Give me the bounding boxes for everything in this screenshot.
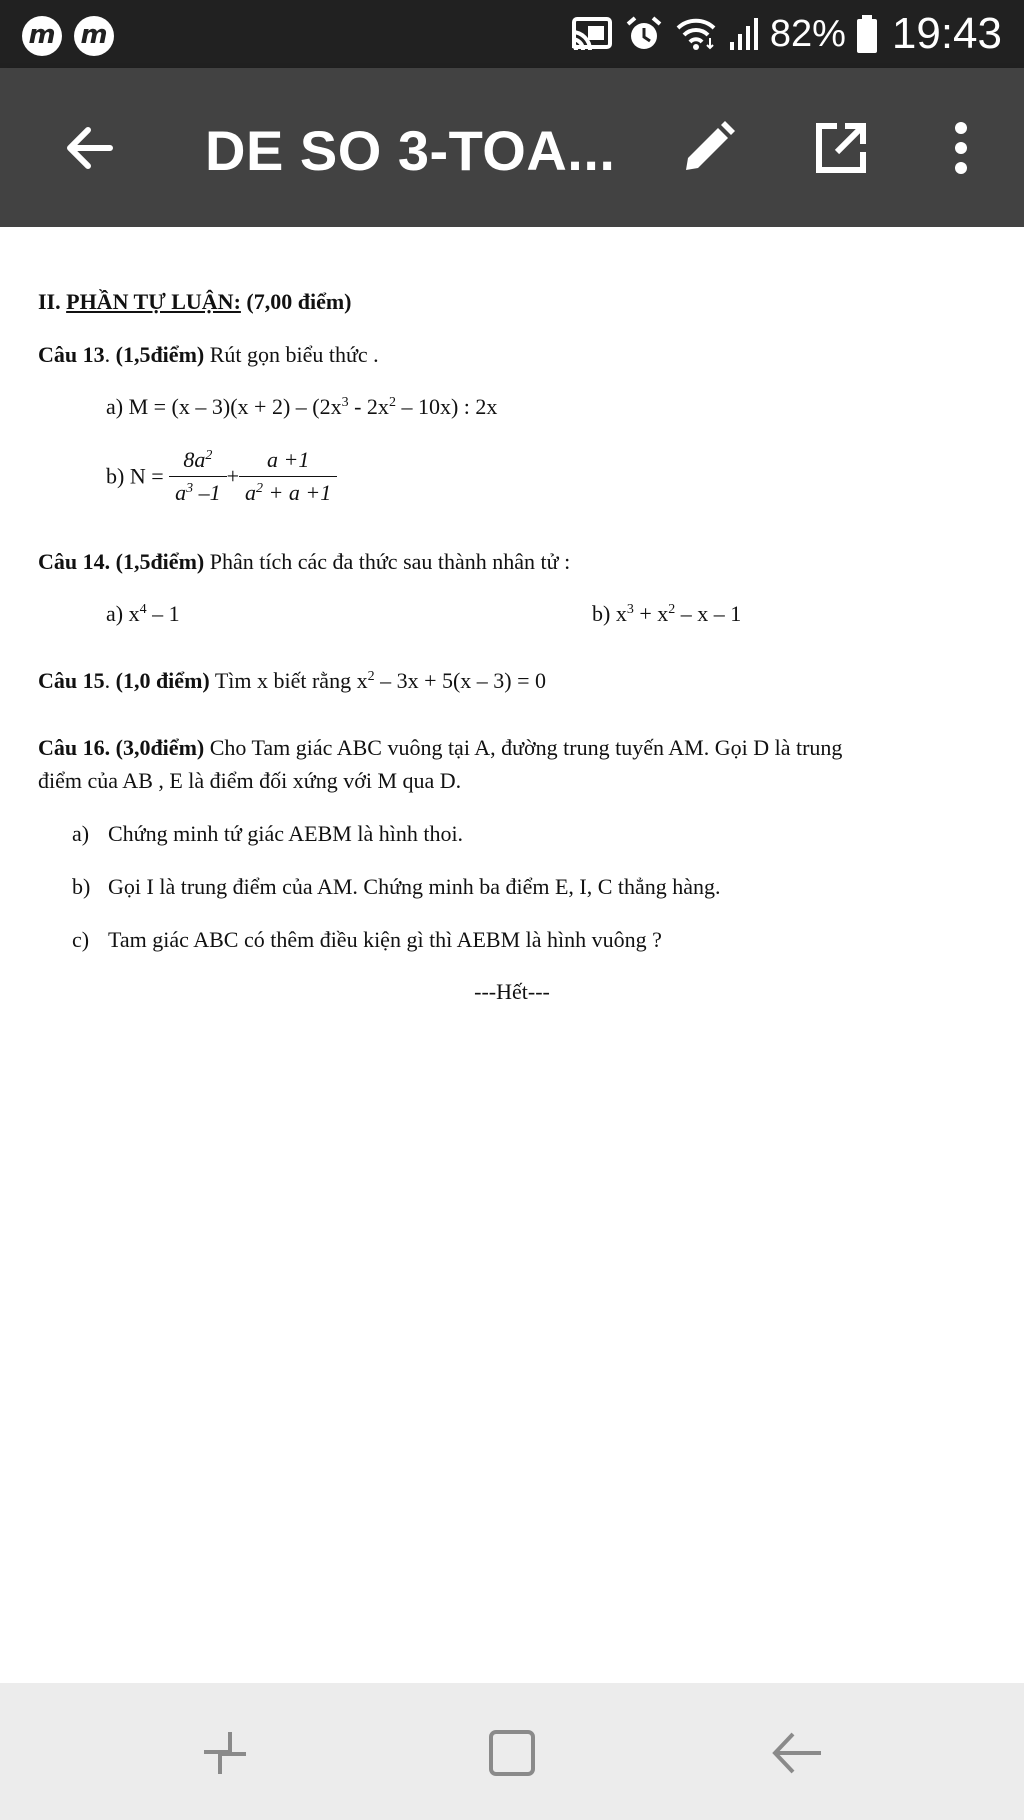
question-14a (106, 601, 180, 627)
clock: 19:43 (891, 9, 1002, 58)
status-bar (0, 0, 1024, 68)
q16b-text: Gọi I là trung điểm của AM. Chứng minh ba điểm E, I, C thẳng hàng. (108, 874, 721, 899)
q13a-part3: – 10x) : 2x (395, 394, 498, 419)
q16a-marker: a) (72, 821, 90, 846)
question-15-text: Tìm x biết rằng x (214, 668, 368, 693)
question-14-points: (1,5điểm) (115, 549, 205, 574)
messenger-notification-icon: m (22, 16, 62, 56)
question-15 (38, 668, 546, 694)
question-14-text: Phân tích các đa thức sau thành nhân tử : (209, 549, 571, 574)
status-indicators (570, 0, 1002, 68)
fraction-2-den-tail: + a +1 (263, 480, 332, 505)
alarm-icon (624, 14, 664, 54)
end-mark: ---Hết--- (474, 979, 550, 1004)
question-15-tail: – 3x + 5(x – 3) = 0 (374, 668, 547, 693)
question-15-label: Câu 15 (38, 668, 105, 693)
more-options-button[interactable] (940, 110, 982, 186)
fraction-1-denominator: a (175, 480, 187, 505)
fraction-1-numerator: 8a (183, 447, 206, 472)
section-heading (38, 289, 352, 315)
battery-percentage: 82% (769, 12, 846, 55)
section-title: PHẦN TỰ LUẬN: (66, 289, 241, 314)
q14a-part2: – 1 (146, 601, 180, 626)
recent-apps-button[interactable] (185, 1713, 265, 1793)
recent-apps-icon (200, 1728, 250, 1778)
question-15-sup: 2 (367, 669, 375, 684)
q13b-prefix: b) N = (106, 463, 164, 489)
q14b-part1: b) x (592, 601, 627, 626)
fraction-2-den-sup: 2 (256, 481, 264, 496)
home-square-icon (487, 1728, 537, 1778)
question-16-line1: Cho Tam giác ABC vuông tại A, đường trung tuyến AM. Gọi D là trung (209, 735, 843, 760)
app-bar (0, 68, 1024, 227)
question-16b (72, 874, 721, 900)
fraction-2-denominator: a (245, 480, 257, 505)
question-13 (38, 342, 379, 368)
question-15-dot: . (104, 668, 111, 693)
fraction-1 (169, 447, 227, 506)
question-13-text: Rút gọn biểu thức . (209, 342, 379, 367)
open-in-new-icon (813, 120, 869, 176)
document-page (0, 227, 1024, 1683)
q16c-marker: c) (72, 927, 90, 952)
open-external-button[interactable] (803, 110, 879, 186)
question-13-label: Câu 13 (38, 342, 105, 367)
question-13b (106, 447, 337, 506)
section-prefix: II. (38, 289, 61, 314)
question-15-points: (1,0 điểm) (115, 668, 210, 693)
q16a-text: Chứng minh tứ giác AEBM là hình thoi. (108, 821, 464, 846)
question-13-dot: . (104, 342, 111, 367)
question-16a (72, 821, 463, 847)
q14a-sup: 4 (139, 602, 147, 617)
q14b-sup1: 3 (626, 602, 634, 617)
question-16-points: (3,0điểm) (115, 735, 205, 760)
q16b-marker: b) (72, 874, 91, 899)
question-13-points: (1,5điểm) (115, 342, 205, 367)
question-16-line2: điểm của AB , E là điểm đối xứng với M qua D. (38, 768, 462, 793)
q13a-part1: a) M = (x – 3)(x + 2) – (2x (106, 394, 342, 419)
q14b-part2: + x (633, 601, 669, 626)
question-14-label: Câu 14. (38, 549, 111, 574)
back-arrow-icon (771, 1728, 825, 1778)
system-back-button[interactable] (758, 1713, 838, 1793)
messenger-notification-icon-2: m (74, 16, 114, 56)
wifi-icon (674, 16, 718, 52)
q13a-part2: - 2x (348, 394, 389, 419)
back-button[interactable] (52, 110, 128, 186)
question-14 (38, 549, 570, 575)
q13a-sup3: 3 (341, 395, 349, 410)
cast-icon (570, 16, 614, 52)
question-13a (106, 394, 497, 420)
signal-icon (728, 16, 760, 52)
question-14b (592, 601, 741, 627)
fraction-1-den-sup: 3 (186, 481, 194, 496)
edit-button[interactable] (670, 110, 746, 186)
q13a-sup2: 2 (388, 395, 396, 410)
more-vert-icon (953, 122, 969, 174)
pencil-icon (678, 118, 738, 178)
home-button[interactable] (472, 1713, 552, 1793)
battery-icon (856, 14, 878, 54)
arrow-back-icon (62, 120, 118, 176)
fraction-1-den-tail: –1 (193, 480, 221, 505)
q14a-part1: a) x (106, 601, 140, 626)
navigation-bar (0, 1683, 1024, 1820)
q14b-sup2: 2 (668, 602, 676, 617)
q16c-text: Tam giác ABC có thêm điều kiện gì thì AEBM là hình vuông ? (108, 927, 662, 952)
question-16 (38, 735, 842, 761)
q14b-part3: – x – 1 (675, 601, 742, 626)
fraction-2-numerator: a +1 (239, 447, 337, 477)
section-points: (7,00 điểm) (246, 289, 352, 314)
fraction-2 (239, 447, 337, 506)
question-16-label: Câu 16. (38, 735, 111, 760)
question-16c (72, 927, 662, 953)
document-title: DE SO 3-TOA... (205, 119, 616, 182)
plus-sign: + (226, 463, 240, 489)
fraction-1-num-sup: 2 (205, 448, 213, 463)
